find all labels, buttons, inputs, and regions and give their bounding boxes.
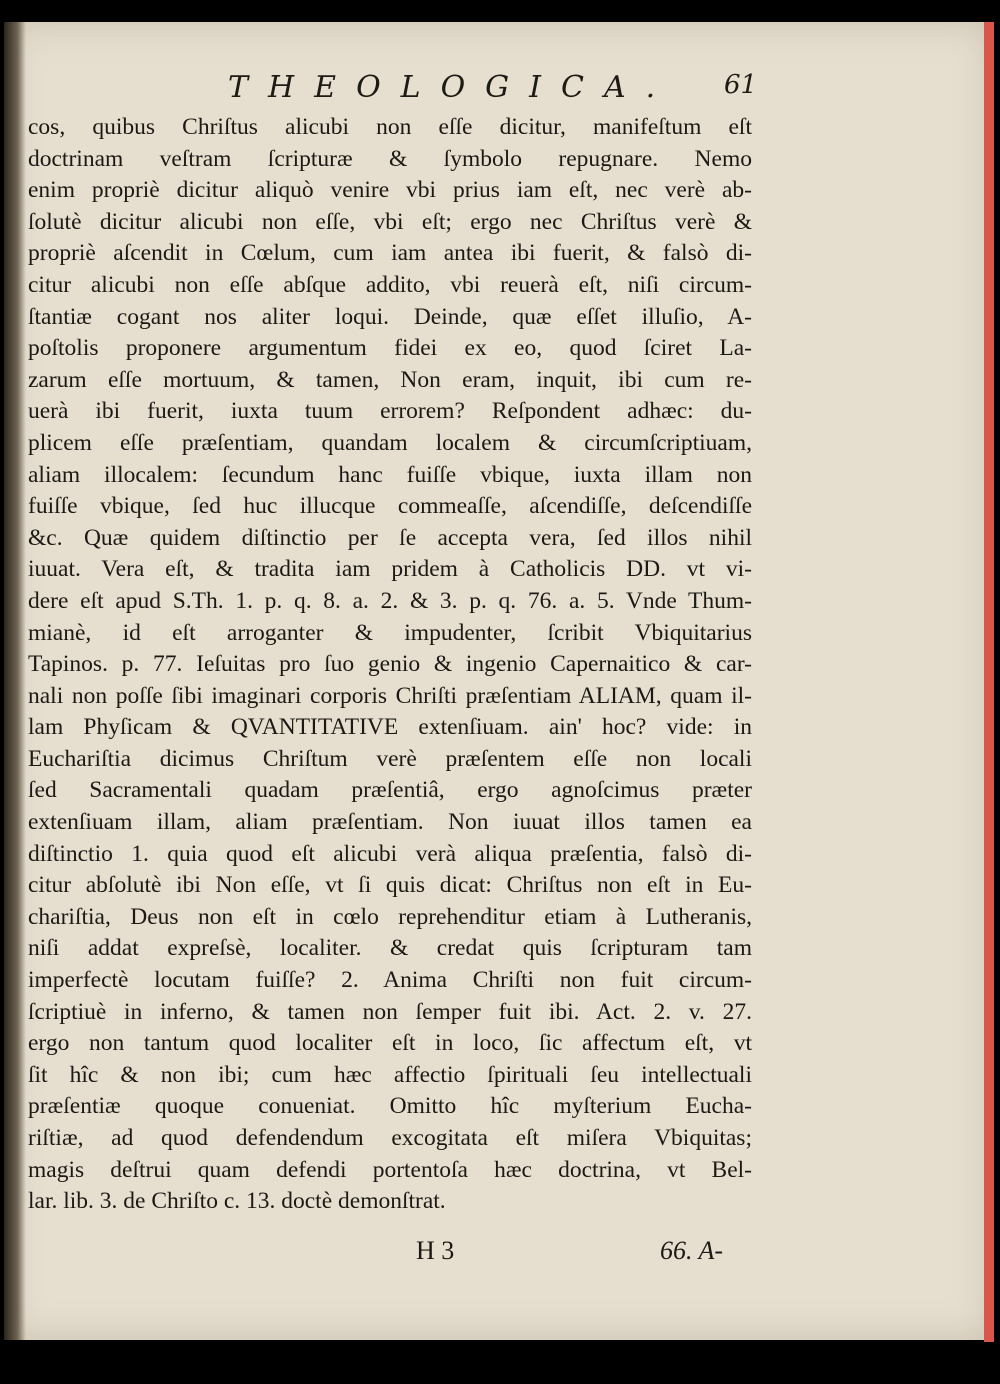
text-line: nali non poſſe ſibi imaginari corporis Chriſti præſentiam ALIAM, quam il-: [28, 682, 752, 709]
text-line: citur abſolutè ibi Non eſſe, vt ſi quis dicat: Chriſtus non eſt in Eu-: [28, 872, 752, 899]
page-edge-red: [984, 22, 994, 1342]
page-gutter-shadow: [4, 22, 26, 1340]
text-line: ſtantiæ cogant nos aliter loqui. Deinde, quæ eſſet illuſio, A-: [28, 303, 752, 330]
text-line: lar. lib. 3. de Chriſto c. 13. doctè demonſtrat.: [28, 1188, 446, 1215]
text-line: ſcriptiuè in inferno, & tamen non ſemper fuit ibi. Act. 2. v. 27.: [28, 998, 752, 1025]
text-line: aliam illocalem: ſecundum hanc fuiſſe vbique, iuxta illam non: [28, 461, 752, 488]
text-line: doctrinam veſtram ſcripturæ & ſymbolo repugnare. Nemo: [28, 145, 752, 172]
text-line: poſtolis proponere argumentum fidei ex eo, quod ſciret La-: [28, 335, 752, 362]
running-title: THEOLOGICA.: [228, 70, 676, 105]
text-line: magis deſtrui quam defendi portentoſa hæc doctrina, vt Bel-: [28, 1156, 752, 1183]
text-line: imperfectè locutam fuiſſe? 2. Anima Chriſti non fuit circum-: [28, 967, 752, 994]
text-line: propriè aſcendit in Cœlum, cum iam antea ibi fuerit, & falsò di-: [28, 240, 752, 267]
text-line: ſed Sacramentali quadam præſentiâ, ergo agnoſcimus præter: [28, 777, 752, 804]
text-line: Euchariſtia dicimus Chriſtum verè præſentem eſſe non locali: [28, 745, 752, 772]
text-line: ſolutè dicitur alicubi non eſſe, vbi eſt; ergo nec Chriſtus verè &: [28, 208, 752, 235]
text-line: diſtinctio 1. quia quod eſt alicubi verà aliqua præſentia, falsò di-: [28, 840, 752, 867]
text-line: plicem eſſe præſentiam, quandam localem & circumſcriptiuam,: [28, 429, 752, 456]
text-line: cos, quibus Chriſtus alicubi non eſſe dicitur, manifeſtum eſt: [28, 114, 752, 140]
text-line: chariſtia, Deus non eſt in cœlo reprehenditur etiam à Lutheranis,: [28, 903, 752, 930]
text-line: uerà ibi fuerit, iuxta tuum errorem? Reſpondent adhæc: du-: [28, 398, 752, 425]
text-line: fuiſſe vbique, ſed huc illucque commeaſſe, aſcendiſſe, deſcendiſſe: [28, 493, 752, 520]
text-line: zarum eſſe mortuum, & tamen, Non eram, inquit, ibi cum re-: [28, 366, 752, 393]
text-line: enim propriè dicitur aliquò venire vbi prius iam eſt, nec verè ab-: [28, 177, 752, 204]
text-line: ergo non tantum quod localiter eſt in loco, ſic affectum eſt, vt: [28, 1030, 752, 1057]
text-line: iuuat. Vera eſt, & tradita iam pridem à Catholicis DD. vt vi-: [28, 556, 752, 583]
text-line: lam Phyſicam & QVANTITATIVE extenſiuam. ain' hoc? vide: in: [28, 714, 752, 741]
signature-mark: H 3: [416, 1236, 455, 1265]
catchword: 66. A-: [660, 1236, 724, 1265]
text-line: niſi addat expreſsè, localiter. & credat quis ſcripturam tam: [28, 935, 752, 962]
page-header: [0, 70, 1000, 110]
text-line: præſentiæ quoque conueniat. Omitto hîc myſterium Eucha-: [28, 1093, 752, 1120]
text-line: extenſiuam illam, aliam præſentiam. Non iuuat illos tamen ea: [28, 809, 752, 836]
body-text: [28, 112, 752, 1218]
text-line: mianè, id eſt arroganter & impudenter, ſcribit Vbiquitarius: [28, 619, 752, 646]
text-line: dere eſt apud S.Th. 1. p. q. 8. a. 2. & 3. p. q. 76. a. 5. Vnde Thum-: [28, 587, 752, 614]
text-line: &c. Quæ quidem diſtinctio per ſe accepta vera, ſed illos nihil: [28, 524, 752, 551]
text-line: ſit hîc & non ibi; cum hæc affectio ſpirituali ſeu intellectuali: [28, 1061, 752, 1088]
text-line: citur alicubi non eſſe abſque addito, vbi reuerà eſt, niſi circum-: [28, 271, 752, 298]
text-line: Tapinos. p. 77. Ieſuitas pro ſuo genio & ingenio Capernaitico & car-: [28, 651, 752, 678]
text-line: riſtiæ, ad quod defendendum excogitata eſt miſera Vbiquitas;: [28, 1125, 752, 1151]
page-number: 61: [724, 70, 758, 100]
page-footer: [0, 1236, 1000, 1272]
